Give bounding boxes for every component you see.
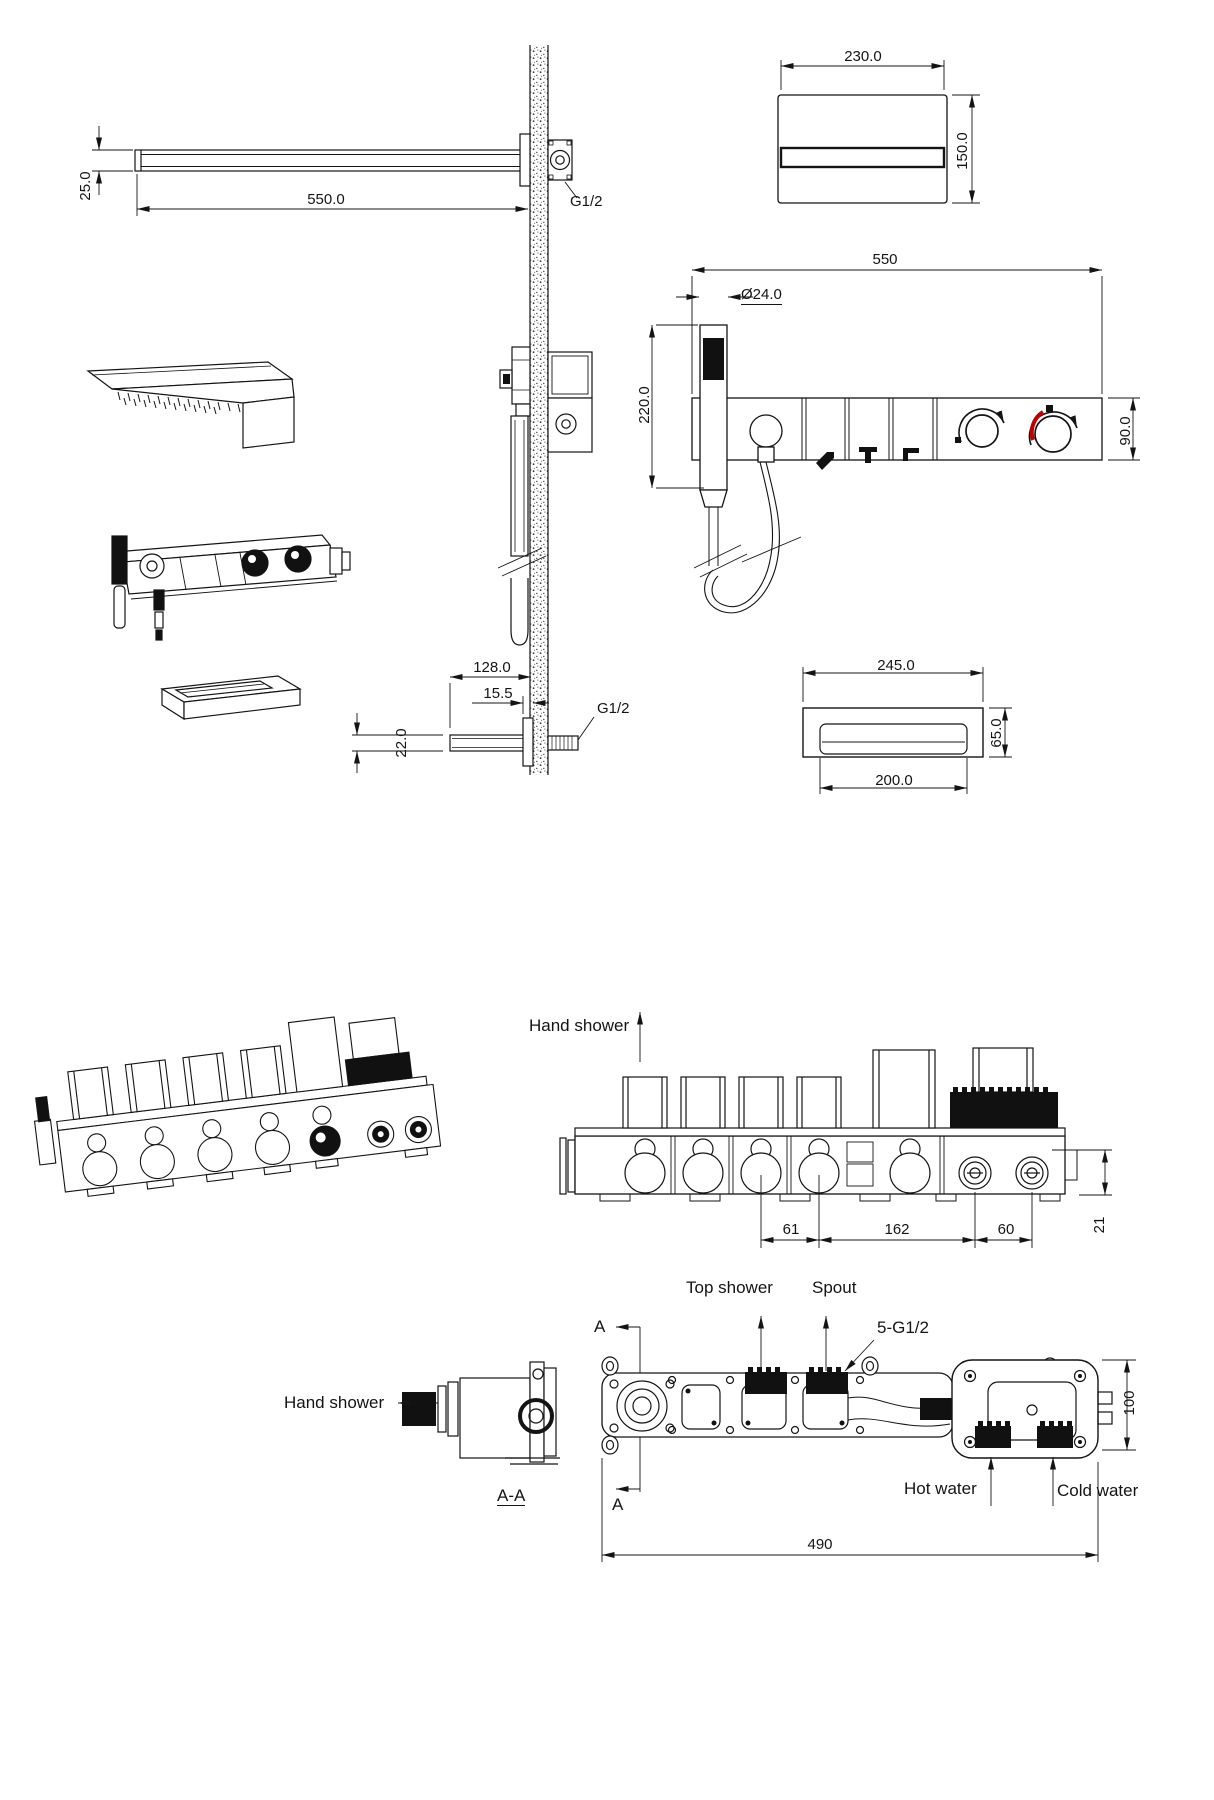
view-control-panel-iso [112, 535, 350, 640]
label-top-shower: Top shower [686, 1278, 773, 1297]
dim-inlet-depth: 21 [1091, 1216, 1108, 1234]
hand-shower-holder [750, 415, 782, 447]
dim-spout-reach: 128.0 [473, 659, 511, 676]
label-section-title: A-A [497, 1486, 526, 1505]
label-spout: Spout [812, 1278, 857, 1297]
label-cold-water: Cold water [1057, 1481, 1139, 1500]
dim-panel-height: 90.0 [1117, 416, 1134, 446]
label-hot-water: Hot water [904, 1479, 977, 1498]
hand-shower-grip [703, 338, 724, 380]
view-spout-iso [162, 676, 300, 719]
dim-pitch-b: 162 [884, 1221, 910, 1238]
dim-spout-opening: 200.0 [875, 772, 913, 789]
hot-water-inlet [975, 1426, 1011, 1448]
label-g12-arm: G1/2 [570, 193, 603, 210]
valve-ports [623, 1048, 1058, 1128]
dim-panel-width: 550 [872, 251, 898, 268]
dim-spout-height: 65.0 [988, 718, 1005, 748]
dim-body-length: 490 [807, 1536, 833, 1553]
view-shower-head-top [778, 60, 980, 203]
label-section-a-top: A [594, 1317, 606, 1336]
label-hand-shower-section: Hand shower [284, 1393, 385, 1412]
cold-water-inlet [1037, 1426, 1073, 1448]
dim-pitch-c: 60 [997, 1221, 1015, 1238]
label-g12-spout: G1/2 [597, 700, 630, 717]
iso-knob-2 [285, 546, 311, 572]
view-control-panel-front [652, 270, 1140, 613]
view-valve-iso [26, 1006, 441, 1202]
thermostat-block [950, 1092, 1058, 1128]
dim-body-width: 100 [1121, 1390, 1138, 1416]
leader-g12-spout [578, 717, 594, 740]
view-valve-section-aa [398, 1362, 560, 1464]
section-hand-shower-port [402, 1392, 436, 1426]
dim-head-width: 230.0 [844, 48, 882, 65]
iso-hand-shower [112, 536, 127, 584]
view-spout-side [352, 347, 594, 773]
label-section-a-bottom: A [612, 1495, 624, 1514]
dim-arm-height: 25.0 [77, 171, 94, 201]
thermostat-module-plan [952, 1360, 1112, 1458]
view-valve-front [560, 1012, 1112, 1248]
iso-knob-1 [242, 550, 268, 576]
dim-spout-width: 245.0 [877, 657, 915, 674]
dim-arm-length: 550.0 [307, 191, 345, 208]
view-shower-head-iso [88, 362, 294, 448]
label-hand-shower-valve: Hand shower [529, 1016, 630, 1035]
dim-panel-drop: 220.0 [636, 386, 653, 424]
break-lines [694, 537, 801, 577]
dim-trim-offset: 15.5 [483, 685, 513, 702]
dim-hand-shower-diameter: Ø24.0 [741, 286, 782, 303]
dim-pitch-a: 61 [782, 1221, 800, 1238]
dim-spout-thickness: 22.0 [393, 728, 410, 758]
dim-head-depth: 150.0 [954, 132, 971, 170]
view-valve-plan [602, 1316, 1139, 1562]
label-five-g12: 5-G1/2 [877, 1318, 929, 1337]
